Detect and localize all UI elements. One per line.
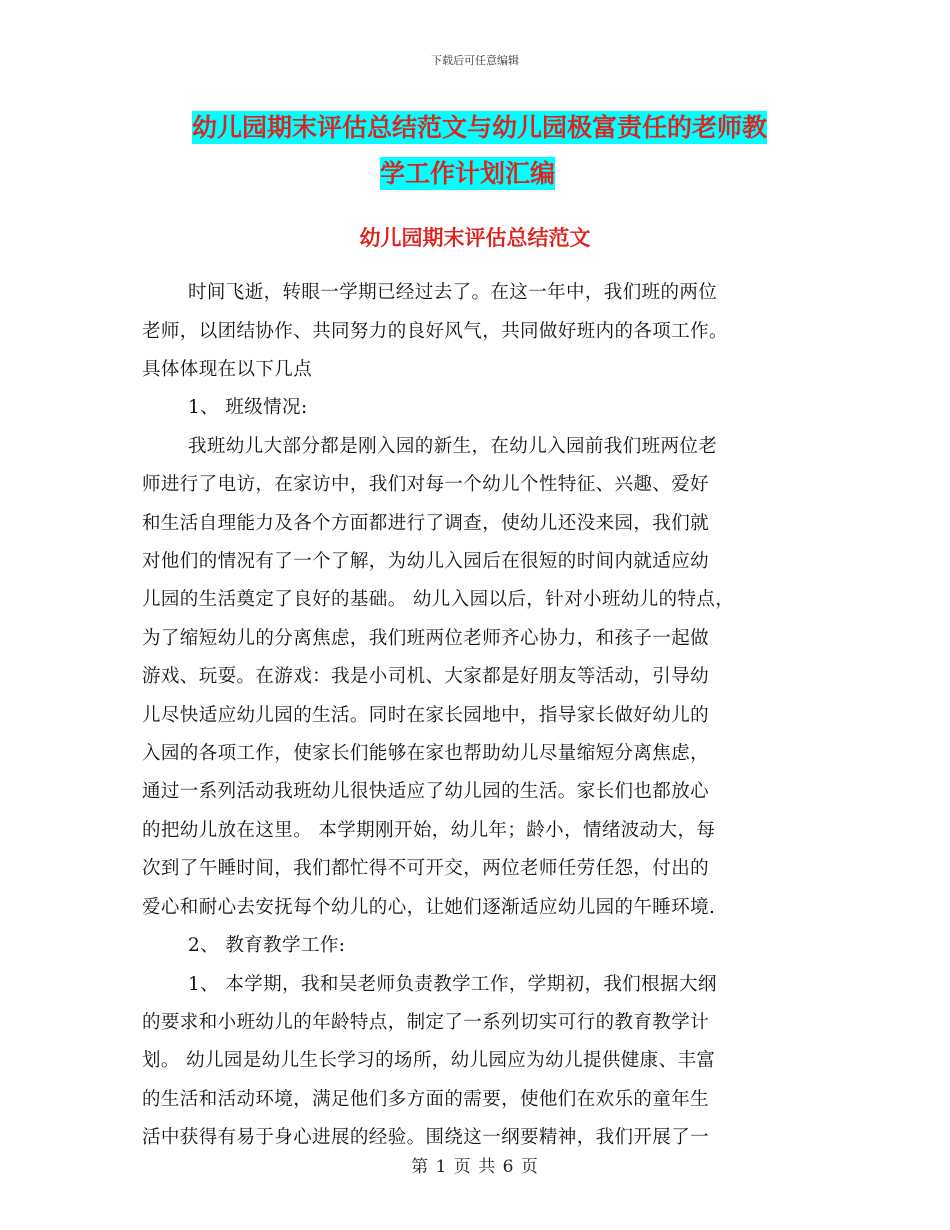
section-heading-2: 2、 教育教学工作:: [188, 935, 346, 956]
paragraph-line: 的生活和活动环境，满足他们多方面的需要，使他们在欢乐的童年生: [142, 1089, 710, 1110]
title-line-1: 幼儿园期末评估总结范文与幼儿园极富责任的老师教: [192, 113, 768, 142]
paragraph-line: 老师，以团结协作、共同努力的良好风气，共同做好班内的各项工作。: [142, 321, 728, 342]
paragraph-line: 具体体现在以下几点: [142, 359, 313, 380]
section-title: 幼儿园期末评估总结范文: [359, 225, 591, 250]
title-line-2: 学工作计划汇编: [380, 159, 556, 188]
paragraph-line: 划。 幼儿园是幼儿生长学习的场所，幼儿园应为幼儿提供健康、丰富: [142, 1050, 716, 1071]
paragraph-line: 的要求和小班幼儿的年龄特点，制定了一系列切实可行的教育教学计: [142, 1012, 710, 1033]
paragraph-line: 次到了午睡时间，我们都忙得不可开交，两位老师任劳任怨，付出的: [142, 858, 710, 879]
paragraph-line: 入园的各项工作，使家长们能够在家也帮助幼儿尽量缩短分离焦虑，: [142, 743, 710, 764]
page-footer: 第 1 页 共 6 页: [411, 1157, 539, 1177]
paragraph-line: 师进行了电访，在家访中，我们对每一个幼儿个性特征、兴趣、爱好: [142, 474, 710, 495]
paragraph-line: 时间飞逝，转眼一学期已经过去了。在这一年中，我们班的两位: [188, 282, 718, 303]
paragraph-line: 游戏、玩耍。在游戏：我是小司机、大家都是好朋友等活动，引导幼: [142, 666, 710, 687]
paragraph-line: 对他们的情况有了一个了解，为幼儿入园后在很短的时间内就适应幼: [142, 551, 710, 572]
paragraph-line: 我班幼儿大部分都是刚入园的新生，在幼儿入园前我们班两位老: [188, 436, 718, 457]
page-header: 下载后可任意编辑: [431, 54, 519, 67]
paragraph-line: 为了缩短幼儿的分离焦虑，我们班两位老师齐心协力，和孩子一起做: [142, 628, 710, 649]
paragraph-line: 通过一系列活动我班幼儿很快适应了幼儿园的生活。家长们也都放心: [142, 781, 710, 802]
section-heading-1: 1、 班级情况:: [188, 397, 308, 418]
paragraph-line: 1、 本学期，我和吴老师负责教学工作，学期初，我们根据大纲: [188, 974, 717, 995]
paragraph-line: 爱心和耐心去安抚每个幼儿的心，让她们逐渐适应幼儿园的午睡环境.: [142, 897, 716, 918]
paragraph-line: 和生活自理能力及各个方面都进行了调查，使幼儿还没来园，我们就: [142, 513, 710, 534]
paragraph-line: 活中获得有易于身心进展的经验。围绕这一纲要精神，我们开展了一: [142, 1127, 710, 1148]
paragraph-line: 的把幼儿放在这里。 本学期刚开始，幼儿年；龄小，情绪波动大，每: [142, 820, 716, 841]
paragraph-line: 儿尽快适应幼儿园的生活。同时在家长园地中，指导家长做好幼儿的: [142, 705, 710, 726]
paragraph-line: 儿园的生活奠定了良好的基础。 幼儿入园以后，针对小班幼儿的特点，: [142, 589, 735, 610]
